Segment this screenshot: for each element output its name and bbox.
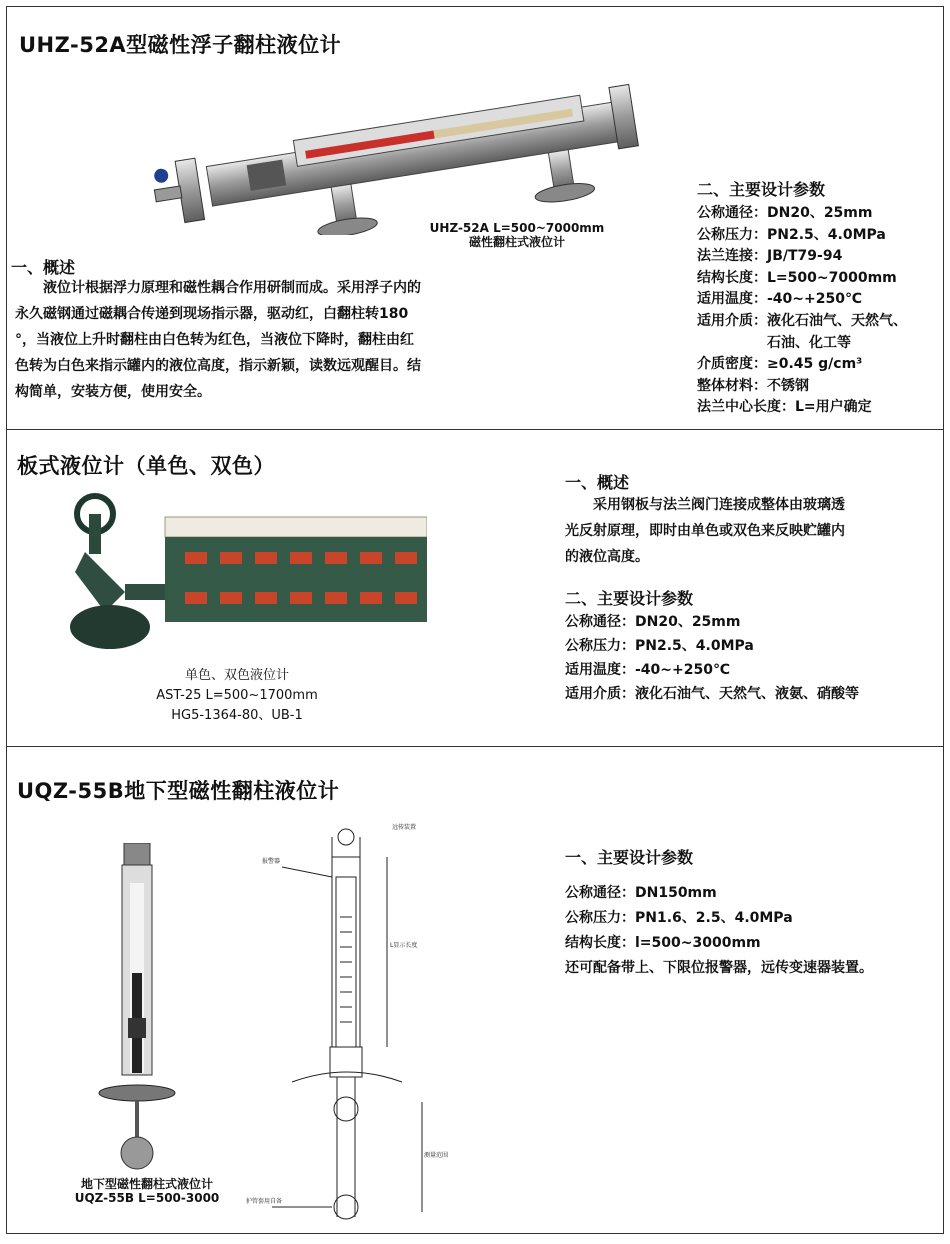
param-item: 公称压力：PN2.5、4.0MPa xyxy=(565,638,754,654)
caption-line: AST-25 L=500~1700mm xyxy=(156,688,318,703)
diagram-label-range: 测量范围 xyxy=(424,1152,449,1159)
param-item: 结构长度：L=500~7000mm xyxy=(697,269,897,286)
section-plate-gauge xyxy=(6,429,944,747)
params-list xyxy=(697,203,907,419)
section-title: 板式液位计（单色、双色） xyxy=(17,454,275,478)
text-line: 永久磁钢通过磁耦合传递到现场指示器，驱动红，白翻柱转180 xyxy=(15,306,409,322)
param-item: 适用介质：液化石油气、天然气、 xyxy=(697,312,907,329)
section-title: UQZ-55B地下型磁性翻柱液位计 xyxy=(17,779,340,803)
param-item: 介质密度：≥0.45 g/cm³ xyxy=(697,356,863,373)
param-item: 整体材料：不锈钢 xyxy=(697,377,809,394)
param-item: 公称通径：DN150mm xyxy=(565,885,717,901)
param-item: 适用温度：-40~+250℃ xyxy=(565,662,730,678)
diagram-label-alarm: 报警器 xyxy=(262,858,281,865)
overview-heading: 一、概述 xyxy=(11,258,76,277)
uhz52a-product-image xyxy=(147,65,667,235)
params-list xyxy=(565,610,859,706)
param-item: 适用介质：液化石油气、天然气、液氨、硝酸等 xyxy=(565,686,859,702)
params-heading: 一、主要设计参数 xyxy=(565,848,694,867)
param-item: 还可配备带上、下限位报警器，远传变速器装置。 xyxy=(565,960,873,976)
product-caption xyxy=(417,221,617,249)
params-heading: 二、主要设计参数 xyxy=(565,589,694,608)
param-item: 结构长度：l=500~3000mm xyxy=(565,935,761,951)
diagram-label-remote: 远传装置 xyxy=(392,824,417,831)
plate-gauge-product-image xyxy=(65,492,427,652)
text-line: 液位计根据浮力原理和磁性耦合作用研制而成。采用浮子内的 xyxy=(43,280,421,296)
param-item: 石油、化工等 xyxy=(697,334,851,351)
text-line: 色转为白色来指示罐内的液位高度，指示新颖，读数远观醒目。结 xyxy=(15,358,421,374)
caption-line: 单色、双色液位计 xyxy=(184,668,289,683)
uqz55b-technical-diagram xyxy=(232,817,452,1227)
caption-line: UQZ-55B L=500-3000 xyxy=(74,1191,220,1205)
param-item: 法兰连接：JB/T79-94 xyxy=(697,248,843,265)
caption-line: 磁性翻柱式液位计 xyxy=(468,235,565,249)
params-heading: 二、主要设计参数 xyxy=(697,180,826,199)
section-title: UHZ-52A型磁性浮子翻柱液位计 xyxy=(19,33,342,57)
text-line: °，当液位上升时翻柱由白色转为红色，当液位下降时，翻柱由红 xyxy=(15,332,414,348)
caption-line: UHZ-52A L=500~7000mm xyxy=(429,221,605,235)
caption-line: HG5-1364-80、UB-1 xyxy=(171,708,303,723)
text-line: 光反射原理，即时由单色或双色来反映贮罐内 xyxy=(565,523,845,539)
diagram-label-sleeve: 护管套用自备 xyxy=(246,1198,283,1205)
text-line: 的液位高度。 xyxy=(565,549,649,565)
params-list xyxy=(565,881,873,981)
product-caption xyxy=(47,1177,247,1205)
overview-text xyxy=(565,492,925,570)
text-line: 构简单，安装方便，使用安全。 xyxy=(15,384,211,400)
section-uhz52a xyxy=(6,6,944,430)
caption-line: 地下型磁性翻柱式液位计 xyxy=(80,1177,213,1191)
param-item: 法兰中心长度：L=用户确定 xyxy=(697,399,872,416)
param-item: 公称通径：DN20、25mm xyxy=(565,614,741,630)
param-item: 公称压力：PN2.5、4.0MPa xyxy=(697,226,886,243)
text-line: 采用钢板与法兰阀门连接成整体由玻璃透 xyxy=(593,497,845,513)
param-item: 公称通径：DN20、25mm xyxy=(697,205,873,221)
overview-text xyxy=(15,275,477,405)
product-caption xyxy=(137,666,337,726)
param-item: 适用温度：-40~+250℃ xyxy=(697,291,862,308)
overview-heading: 一、概述 xyxy=(565,473,630,492)
diagram-label-length: L显示长度 xyxy=(390,942,418,949)
uqz55b-product-image xyxy=(92,843,182,1173)
section-uqz55b xyxy=(6,746,944,1234)
param-item: 公称压力：PN1.6、2.5、4.0MPa xyxy=(565,910,793,926)
